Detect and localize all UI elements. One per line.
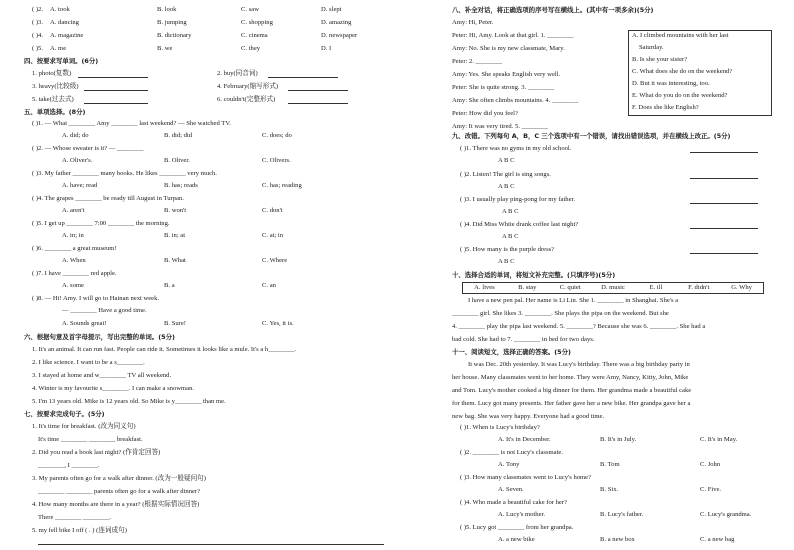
- passage-line: I have a new pen pal. Her name is Li Lin. She 1. ________ in Shanghai. She's a: [468, 297, 679, 304]
- option: B. Six.: [600, 486, 619, 493]
- question: ( )1. — What ________ Amy ________ last weekend? — She watched TV.: [32, 120, 231, 127]
- options-box: A. I climbed mountains with her last Saturday. B. Is she your sister? C. What does she do on the weekend? D. But it was interesting, too. E. What do you do on the weekend? F. Does she like English?: [628, 30, 772, 116]
- option: B. has; reads: [164, 182, 198, 189]
- option: A. Seven.: [498, 486, 524, 493]
- option: A. Lucy's mother.: [498, 511, 545, 518]
- word-option: A. lives: [474, 283, 495, 291]
- abc-marks: A B C: [502, 233, 519, 240]
- dialogue-line: Amy: No. She is my new classmate, Mary.: [452, 45, 565, 52]
- section-title: 十、选择合适的单词，将短文补充完整。(只填序号)(5分): [452, 271, 616, 279]
- option: C. Olivers.: [262, 157, 291, 164]
- passage-line: It was Dec. 20th yesterday. It was Lucy's birthday. There was a big birthday party in: [468, 361, 690, 368]
- word-item: 2. buy(同音词): [217, 70, 258, 77]
- answer-line[interactable]: [690, 152, 758, 153]
- answer-line[interactable]: [690, 178, 758, 179]
- answer-line[interactable]: [690, 253, 758, 254]
- sentence: There ________ ________.: [38, 514, 112, 521]
- question: ( )4. The grapes ________ be ready till August in Turpan.: [32, 195, 184, 202]
- abc-marks: A B C: [498, 157, 515, 164]
- word-option: G. Why: [731, 283, 752, 291]
- option: A. some: [62, 282, 84, 289]
- answer-line[interactable]: [78, 77, 148, 78]
- sentence: 5. I'm 13 years old. Mike is 12 years old. So Mike is y________ than me.: [32, 398, 226, 405]
- word-item: 4. February(缩写形式): [217, 83, 279, 90]
- question: ( )3. How many classmates went to Lucy's home?: [460, 474, 592, 481]
- option: C. don't: [262, 207, 283, 214]
- option: A. a new bike: [498, 536, 535, 543]
- section-title: 十一、阅读短文，选择正确的答案。(5分): [452, 348, 571, 356]
- abc-marks: A B C: [498, 183, 515, 190]
- dialogue-line: Amy: It was very tired. 5. ________: [452, 123, 548, 130]
- word-bank: [462, 282, 764, 294]
- passage-line: 4. ________ play the pipa last weekend. 5. ________? Because she was 6. ________. She had a: [452, 323, 706, 330]
- section-title: 四、按要求写单词。(6分): [24, 57, 99, 65]
- sentence: 3. I stayed at home and w________ TV all weekend.: [32, 372, 172, 379]
- sentence: 1. It's time for breakfast. (改为同义句): [32, 423, 136, 430]
- option: C. a new bag: [700, 536, 735, 543]
- word-option: B. stay: [518, 283, 537, 291]
- question: ( )3. My father ________ many books. He likes ________ very much.: [32, 170, 217, 177]
- answer-line[interactable]: [288, 103, 348, 104]
- option: C. Where: [262, 257, 288, 264]
- passage-line: for them. Lucy got many presents. Her father gave her a new bike. Her grandpa gave her a: [452, 400, 691, 407]
- word-item: 6. couldn't(完整形式): [217, 96, 276, 103]
- dialogue-line: Amy: She often climbs mountains. 4. ________: [452, 97, 579, 104]
- option: A. Tony: [498, 461, 520, 468]
- question: ( )4. Who made a beautiful cake for her?: [460, 499, 567, 506]
- question: ( )2. — Whose sweater is it? — ________: [32, 145, 144, 152]
- option: B. Lucy's father.: [600, 511, 644, 518]
- option: C. has; reading: [262, 182, 302, 189]
- option: B. What: [164, 257, 186, 264]
- sentence: 4. How many months are there in a year? (根据实际情况回答): [32, 501, 200, 508]
- answer-line[interactable]: [84, 90, 148, 91]
- passage-line: new bag. She was very happy. Everyone had a good time.: [452, 413, 605, 420]
- passage-line: and Tom. Lucy's mother cooked a big dinner for them. Her grandma made a beautiful cake: [452, 387, 692, 394]
- abc-marks: A B C: [502, 208, 519, 215]
- option: A. When: [62, 257, 86, 264]
- option: A. Oliver's.: [62, 157, 93, 164]
- word-item: 3. heavy(比较级): [32, 83, 79, 90]
- question-line: — ________ Have a good time.: [62, 307, 147, 314]
- question: ( )8. — Hi! Amy. I will go to Hainan next week.: [32, 295, 160, 302]
- option: A. did; do: [62, 132, 89, 139]
- option: B. Oliver.: [164, 157, 190, 164]
- dialogue-line: Peter: She is quite strong. 3. ________: [452, 84, 555, 91]
- section-title: 八、补全对话，将正确选项的序号写在横线上。(其中有一项多余)(5分): [452, 6, 654, 14]
- sentence: It's time ________ ________ breakfast.: [38, 436, 143, 443]
- question-row: ( )2. A. took B. look C. saw D. slept: [32, 6, 342, 13]
- option: C. does; do: [262, 132, 292, 139]
- word-item: 1. photo(复数): [32, 70, 72, 77]
- question-row: ( )4. A. magazine B. dictionary C. cinema D. newspaper: [32, 32, 358, 39]
- option: C. Yes, it is.: [262, 320, 294, 327]
- option: C. at; in: [262, 232, 284, 239]
- question: ( )2. Listen! The girl is sing songs.: [460, 171, 551, 178]
- answer-line[interactable]: [288, 90, 348, 91]
- passage-line: ________ girl. She likes 3. ________. She plays the pipa on the weekend. But she: [452, 310, 669, 317]
- dialogue-line: Amy: Hi, Peter.: [452, 19, 494, 26]
- question-row: ( )3. A. dancing B. jumping C. shopping D. amazing: [32, 19, 352, 26]
- option: A. aren't: [62, 207, 85, 214]
- passage-line: bad cold. She had to 7. ________ in bed for two days.: [452, 336, 595, 343]
- question: ( )4. Did Miss White drank coffee last night?: [460, 221, 579, 228]
- word-option: F. didn't: [688, 283, 710, 291]
- word-option: D. music: [601, 283, 625, 291]
- sentence: 5. my fell bike I off ( . ) (连词成句): [32, 527, 127, 534]
- option: C. It's in May.: [700, 436, 738, 443]
- option: B. Tom: [600, 461, 620, 468]
- section-title: 六、根据句意及首字母提示，写出完整的单词。(5分): [24, 333, 175, 341]
- answer-line[interactable]: [690, 203, 758, 204]
- option: A. Sounds great!: [62, 320, 107, 327]
- word-item: 5. take(过去式): [32, 96, 74, 103]
- answer-line[interactable]: [268, 77, 338, 78]
- question: ( )5. I get up ________ 7:00 ________ the morning.: [32, 220, 170, 227]
- answer-line[interactable]: [84, 103, 148, 104]
- dialogue-line: Peter: 2. ________: [452, 58, 502, 65]
- dialogue-line: Amy: Yes. She speaks English very well.: [452, 71, 561, 78]
- option: B. Sure!: [164, 320, 186, 327]
- abc-marks: A B C: [498, 258, 515, 265]
- dialogue-line: Peter: Hi, Amy. Look at that girl. 1. ________: [452, 32, 574, 39]
- passage-line: her house. Many classmates went to her home. They were Amy, Nancy, Kitty, John, Mike: [452, 374, 689, 381]
- section-title: 七、按要求完成句子。(5分): [24, 410, 105, 418]
- question-row: ( )5. A. me B. we C. they D. I: [32, 45, 332, 52]
- sentence: 2. I like science. I want to be a s________.: [32, 359, 145, 366]
- option: C. John: [700, 461, 721, 468]
- question: ( )6. ________ a great museum!: [32, 245, 117, 252]
- option: C. Lucy's grandma.: [700, 511, 752, 518]
- option: B. in; at: [164, 232, 186, 239]
- sentence: 2. Did you read a book last night? (作肯定回答): [32, 449, 161, 456]
- question: ( )5. How many is the purple dress?: [460, 246, 555, 253]
- option: A. in; in: [62, 232, 84, 239]
- sentence: ________, I ________.: [38, 462, 100, 469]
- question: ( )1. When is Lucy's birthday?: [460, 424, 540, 431]
- sentence: 3. My parents often go for a walk after dinner. (改为一般疑问句): [32, 475, 206, 482]
- question: ( )3. I usually play ping-pong for my father.: [460, 196, 575, 203]
- question: ( )7. I have ________ red apple.: [32, 270, 117, 277]
- dialogue-line: Peter: How did you feel?: [452, 110, 518, 117]
- option: B. a new box: [600, 536, 635, 543]
- section-title: 五、单项选择。(8分): [24, 108, 86, 116]
- word-option: E. ill: [649, 283, 663, 291]
- option: C. an: [262, 282, 276, 289]
- option: B. It's in July.: [600, 436, 637, 443]
- sentence: 4. Winter is my favourite s________. I can make a snowman.: [32, 385, 195, 392]
- sentence: 1. It's an animal. It can run fast. People can ride it. Sometimes it looks like a mule. It's a h________.: [32, 346, 297, 353]
- question: ( )1. There was no gyms in my old school.: [460, 145, 572, 152]
- option: B. a: [164, 282, 175, 289]
- answer-line[interactable]: [38, 544, 384, 545]
- sentence: ________ ________ parents often go for a walk after dinner?: [38, 488, 201, 495]
- answer-line[interactable]: [690, 228, 758, 229]
- option: B. did; did: [164, 132, 193, 139]
- question: ( )2. ________ is not Lucy's classmate.: [460, 449, 564, 456]
- option: C. Five.: [700, 486, 722, 493]
- option: A. have; read: [62, 182, 98, 189]
- section-title: 九、改错。下列每句 A，B，C 三个选项中有一个错误，请找出错误选项，并在横线上改正。(5分): [452, 132, 731, 140]
- option: B. won't: [164, 207, 187, 214]
- question: ( )5. Lucy got ________ from her grandpa.: [460, 524, 574, 531]
- option: A. It's in December.: [498, 436, 551, 443]
- word-option: C. quiet: [559, 283, 581, 291]
